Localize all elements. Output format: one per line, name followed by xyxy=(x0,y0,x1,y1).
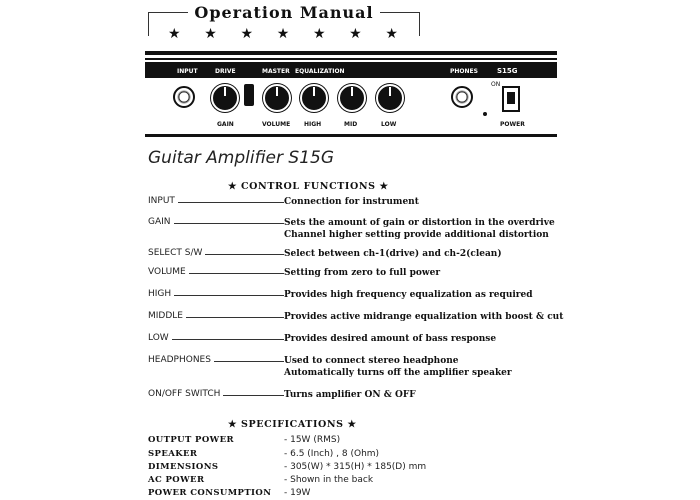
phones-jack-icon xyxy=(451,86,473,108)
gain-knob-icon xyxy=(211,84,239,112)
label-volume: VOLUME xyxy=(262,121,291,128)
control-description: Used to connect stereo headphone Automatically turns off the amplifier speaker xyxy=(284,356,512,378)
panel-label-band xyxy=(145,64,557,78)
star-icon: ★ xyxy=(276,26,290,42)
star-icon: ★ xyxy=(312,26,326,42)
control-description: Provides active midrange equalization with boost & cut xyxy=(284,312,564,322)
label-phones: PHONES xyxy=(450,68,478,75)
amp-front-panel xyxy=(145,51,557,139)
spec-value: - 305(W) * 315(H) * 185(D) mm xyxy=(284,462,427,472)
power-led-icon xyxy=(483,112,487,116)
control-row-headphones xyxy=(148,355,568,378)
input-jack-icon xyxy=(173,86,195,108)
label-power: POWER xyxy=(500,121,525,128)
spec-value: - 19W xyxy=(284,488,311,498)
spec-value: - 15W (RMS) xyxy=(284,435,341,445)
header-rule-left xyxy=(148,12,149,36)
control-description: Select between ch-1(drive) and ch-2(clean) xyxy=(284,249,502,259)
label-drive: DRIVE xyxy=(215,68,236,75)
panel-bottom-bar xyxy=(145,135,557,137)
spec-name: AC POWER xyxy=(148,475,205,485)
spec-row xyxy=(148,488,568,500)
control-name: HEADPHONES xyxy=(148,355,214,365)
control-row-onoff xyxy=(148,389,568,401)
control-name: MIDDLE xyxy=(148,311,186,321)
control-name: VOLUME xyxy=(148,267,189,277)
label-gain: GAIN xyxy=(217,121,234,128)
label-master: MASTER xyxy=(262,68,290,75)
control-name: GAIN xyxy=(148,217,174,227)
select-switch-icon xyxy=(244,84,254,106)
control-row-gain xyxy=(148,217,568,240)
label-high: HIGH xyxy=(304,121,322,128)
control-row-high xyxy=(148,289,568,301)
control-row-volume xyxy=(148,267,568,279)
spec-row xyxy=(148,462,568,474)
power-switch-icon xyxy=(502,86,520,112)
panel-face xyxy=(145,62,557,136)
label-low: LOW xyxy=(381,121,397,128)
star-icon: ★ xyxy=(168,26,181,42)
spec-name: SPEAKER xyxy=(148,449,198,459)
control-functions-title: ★ CONTROL FUNCTIONS ★ xyxy=(228,181,389,192)
control-name: ON/OFF SWITCH xyxy=(148,389,223,399)
spec-row xyxy=(148,449,568,461)
control-row-select xyxy=(148,248,568,260)
brand-logo: S15G xyxy=(497,67,518,75)
control-row-input xyxy=(148,196,568,208)
label-on: ON xyxy=(491,81,501,88)
spec-name: POWER CONSUMPTION xyxy=(148,488,272,498)
spec-name: DIMENSIONS xyxy=(148,462,219,472)
star-icon: ★ xyxy=(385,26,398,42)
high-knob-icon xyxy=(300,84,328,112)
control-name: HIGH xyxy=(148,289,174,299)
control-row-middle xyxy=(148,311,568,323)
control-name: SELECT S/W xyxy=(148,248,205,258)
model-title: Guitar Amplifier S15G xyxy=(148,148,335,168)
control-description: Turns amplifier ON & OFF xyxy=(284,390,416,400)
star-icon: ★ xyxy=(204,26,217,42)
spec-name: OUTPUT POWER xyxy=(148,435,234,445)
panel-top-bar xyxy=(145,51,557,55)
star-icon: ★ xyxy=(349,26,362,42)
label-input: INPUT xyxy=(177,68,198,75)
mid-knob-icon xyxy=(338,84,366,112)
control-description: Setting from zero to full power xyxy=(284,268,441,278)
label-mid: MID xyxy=(344,121,358,128)
control-description: Sets the amount of gain or distortion in the overdrive Channel higher setting provide additional distortion xyxy=(284,218,555,240)
control-name: LOW xyxy=(148,333,172,343)
star-icon: ★ xyxy=(240,26,254,42)
header-stars xyxy=(168,26,398,42)
control-name: INPUT xyxy=(148,196,178,206)
spec-row xyxy=(148,435,568,447)
low-knob-icon xyxy=(376,84,404,112)
panel-top-bar-thin xyxy=(145,58,557,60)
specifications-title: ★ SPECIFICATIONS ★ xyxy=(228,419,357,430)
control-description: Provides high frequency equalization as required xyxy=(284,290,533,300)
page-title: Operation Manual xyxy=(188,3,380,22)
header-rule-right xyxy=(419,12,420,36)
control-description: Connection for instrument xyxy=(284,197,419,207)
spec-value: - Shown in the back xyxy=(284,475,374,485)
control-row-low xyxy=(148,333,568,345)
spec-row xyxy=(148,475,568,487)
spec-value: - 6.5 (Inch) , 8 (Ohm) xyxy=(284,449,380,459)
label-equalization: EQUALIZATION xyxy=(295,68,345,75)
volume-knob-icon xyxy=(263,84,291,112)
control-description: Provides desired amount of bass response xyxy=(284,334,497,344)
